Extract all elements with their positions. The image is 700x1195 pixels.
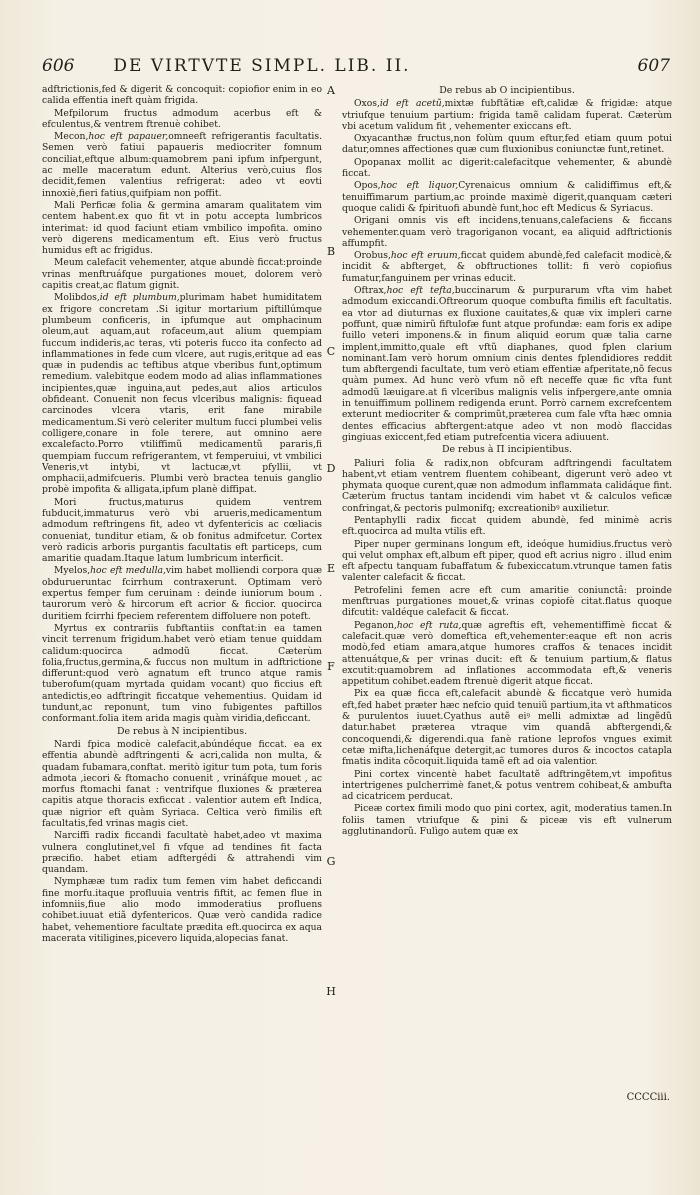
page-number-right: 607 — [637, 56, 670, 76]
paragraph — [42, 830, 322, 875]
paragraph-text: Origani omnis vis eft incidens,tenuans,calefaciens & ficcans vehementer.quam verò tragoriganon vocant, ea aliquid adftrictionis affumpfit. — [342, 215, 672, 249]
entry-gloss: hoc eft eruum, — [390, 250, 461, 262]
right-column — [342, 84, 672, 1084]
entry-gloss: hoc eft liquor, — [380, 180, 459, 192]
margin-letter: D — [326, 462, 336, 475]
paragraph — [342, 688, 672, 767]
running-title: DE VIRTVTE SIMPL. LIB. II. — [113, 56, 411, 76]
paragraph — [42, 739, 322, 829]
paragraph — [42, 257, 322, 291]
margin-letter: E — [326, 562, 336, 575]
paragraph-text: ficcat quidem abundè,fed calefacit modicè,& incidit & abfterget, & obftructiones tollit: fi verò copiofius fumatur,fanguinem per vrinas educit. — [342, 250, 672, 284]
paragraph — [342, 98, 672, 132]
section-heading: De rebus à N incipientibus. — [116, 725, 248, 737]
paragraph — [342, 803, 672, 837]
margin-letter: F — [327, 660, 335, 673]
entry-lead: Molibdos, — [54, 292, 100, 304]
paragraph-text: Narciffi radix ficcandi facultatè habet,adeo vt maxima vulnera conglutinet,vel fi vfque ad tendines fit facta præcifio. habet etiam adftergédi & attrahendi vim quandam. — [42, 830, 322, 876]
entry-lead: Myelos, — [54, 565, 91, 577]
section-heading: De rebus à Π incipientibus. — [441, 444, 573, 456]
signature-mark: CCCCiii. — [626, 1092, 670, 1103]
entry-gloss: hoc eft papauer, — [88, 131, 169, 143]
left-column — [42, 84, 322, 1084]
paragraph-text: Nardi fpica modicè calefacit,abúndéque ficcat. ea ex effentia abundè adftringenti & acri,calida non multa, & quadam fubamara,conftat. meritò igitur tum pota, tum foris admota ,iecori & ftomacho conuenit , vrináfque mouet , ac morfus ftomachi fanat : ventrifque fluxiones & præterea capitis atque thoracis exficcat . valentior autem eft Indica, quæ nigrior eft quàm Syriaca. Celtica verò fimilis eft facultatis,fed vrinas magis ciet. — [42, 738, 322, 829]
paragraph — [342, 133, 672, 156]
paragraph — [342, 250, 672, 284]
paragraph — [42, 876, 322, 944]
margin-letter: B — [326, 245, 336, 258]
paragraph-text: adftrictionis,fed & digerit & concoquit: copiofior enim in eo calida effentia ineft quàm frigida. — [42, 84, 322, 107]
paragraph-text: mixtæ fubftãtiæ eft,calidæ & frigidæ: atque vtriufque tenuium partium: frigida tamẽ calidam fuperat. Cæterùm vbi acetum validum fit , vehementer exiccans eft. — [342, 98, 672, 132]
paragraph-text: Pix ea quæ ficca eft,calefacit abundè & ficcatque verò humida eft,fed habet præter hæc nefcio quid tenuiũ partium,ita vt afthmaticos & purulentos iuuet.Cyathus autẽ eiꝰ melli admixtæ ad lingẽdũ datur.habet præterea vtraque vim quandã abftergendi,& concoquendi,& digerendi.qua fanè ratione leprofos vngues eximit cetæ mifta,lichenáfque detergit,ac tumores duros & incoctos catapla fmatis indita cõcoquit.liquida tamẽ eft ad oia valentior. — [342, 688, 672, 768]
entry-gloss: id eft acetũ, — [379, 98, 445, 110]
margin-letter: G — [326, 855, 336, 868]
paragraph-text: vim habet molliendi corpora quæ obdurueruntac fcirrhum contraxerunt. Optimam verò expertus femper fum ceruinam : deinde iuniorum boum . taurorum verò & hircorum eft acrior & ficcior. quocirca duritiem fcirrhi fpeciem referentem diffoluere non poteft. — [42, 565, 322, 622]
running-head — [42, 56, 670, 80]
entry-lead: Peganon, — [354, 619, 397, 631]
section-heading: De rebus ab O incipientibus. — [439, 85, 575, 96]
entry-lead: Orobus, — [354, 250, 391, 262]
paragraph-text: Piper nuper germinans longum eft, ideóque humidius.fructus verò qui velut omphax eft,album eft piper, quod eft acrius nigro . illud enim eft afpectu tanquam fubaffatum & fubexiccatum.vtrunque tamen fatis valenter calefacit & ficcat. — [342, 538, 672, 584]
paragraph — [342, 458, 672, 514]
entry-gloss: hoc eft medulla, — [90, 565, 166, 577]
paragraph-text: omneeft refrigerantis facultatis. Semen verò fatiui papaueris mediocriter fomnum conciliat,eftque album:quamobrem pani ipfum infpergunt, ac melle maceratum edunt. Alterius verò,cuius flos decidit,femen valentius refrigerat: adeo vt eovti innoxiè,fieri fatius,quifpiam non poffit. — [42, 131, 322, 199]
paragraph-text: Petrofelini femen acre eft cum amaritie coniunctâ: proinde menftruas purgationes mouet,& vrinas copiofè citat.flatus quoque difcutit: valdéque calefacit & ficcat. — [342, 584, 672, 619]
margin-letter: C — [326, 345, 336, 358]
paragraph — [342, 539, 672, 584]
paragraph-text: Mefpilorum fructus admodum acerbus eft & efculentus,& ventrem ftrenuè cohibet. — [42, 107, 322, 130]
paragraph — [42, 131, 322, 199]
page-number-left: 606 — [42, 56, 75, 76]
entry-gloss: id eft plumbum, — [99, 292, 180, 304]
paragraph — [342, 585, 672, 619]
paragraph — [342, 769, 672, 803]
paragraph-text: quæ agreftis eft, vehementiffimè ficcat & calefacit.quæ verò domeftica eft,vehementer:eaque eft non acris modò,fed etiam amara,atque humores craffos & tenaces incidit attenuátque,& per vrinas ducit: eft & tenuium partium,& flatus excutit:quamobrem ad inflationes accommodata eft,& veneris appetitum cohibet.eadem ftrenuè digerit atque ficcat. — [342, 619, 672, 688]
entry-lead: Oxos, — [354, 98, 380, 110]
margin-letter: H — [326, 985, 336, 998]
paragraph — [342, 157, 672, 180]
paragraph — [42, 565, 322, 621]
paragraph-text: Nymphææ tum radix tum femen vim habet deficcandi fine morfu.itaque profluuia ventris fiftit, ac femen flue in infomniis,fiue alio modo immoderatius profluens cohibet.iuuat etiã dyfentericos. Quæ verò candida radice habet, vehementiore facultate prædita eft.quocirca ex aqua macerata vitiligines,picevero liquida,alopecias fanat. — [42, 876, 322, 944]
paragraph — [42, 84, 322, 107]
paragraph — [42, 108, 322, 131]
paragraph — [342, 515, 672, 538]
paragraph — [42, 623, 322, 725]
paragraph — [42, 200, 322, 256]
entry-lead: Oftrax, — [354, 285, 387, 297]
paragraph-text: plurimam habet humiditatem ex frigore concretam .Si igitur mortarium piftillúmque plumbeum conficeris, in ipfumque aut omphacinum oleum,aut aquam,aut rofaceum,aut alium quempiam fuccum indideris,ac teras, vti poteris fucco ita confecto ad inflammationes in fede cum vlcere, aut rugis,eritque ad eas quæ in pudendis ac teftibus atque vberibus funt,optimum remedium. valebitque eodem modo ad alias inflammationes incipientes,quæ inguina,aut pedes,aut alios articulos obfideant. Conuenit non fecus vlceribus malignis: fiquead carcinodes vlcera vtaris, erit fane mirabile medicamentum.Si verò celeriter multum fucci plumbei velis colligere,conare in fole terere, aut omnino aere excalefacto.Porro vtiliffimũ medicamentũ pararis,fi quempiam fuccum refrigerantem, vt femperuiui, vt vmbilici Veneris,vt intybi, vt lactucæ,vt pfyllii, vt omphacii,admifcueris. Plumbi verò bractea tenuis ganglio probè impofita & alligata,ipfum planè diffipat. — [42, 292, 322, 496]
paragraph-text: buccinarum & purpurarum vfta vim habet admodum exiccandi.Oftreorum quoque combufta fimilis eft facultatis. ea vtor ad diuturnas ex fluxione cauitates,& quæ vix impleri carne poffunt, quæ nimirũ fiftulofæ funt atque profundæ: eam foris ex adipe fuillo veteri imponens.& in finum aliquid eorum quæ talia carne implent,immitto,quale eft vftũ diaphanes, quod fplen clarium nominant.Iam verò horum omnium cinis dentes fplendidiores reddit tum abftergendi facultate, tum verò etiam effentiæ afperitate,nõ fecus quàm pumex. Ad hunc verò vfum nõ eft neceffe quæ fic vfta funt admodũ læuigare.at fi vlceribus malignis velis infpergere,ante omnia in tenuiffimum pollinem redigenda erunt. Porrò carnem excrefcentem exterunt mediocriter & comprimũt,præterea cum fale vfta hæc omnia dentes efficacius abftergent:atque adeo vt non modò flaccidas gingiuas exiccent,fed etiam putrefcentia vicera adiuuent. — [342, 285, 672, 443]
entry-lead: Opos, — [354, 180, 381, 192]
paragraph-text: Pini cortex vincentè habet facultatẽ adftringẽtem,vt impofitus intertrigenes pulcherrimè fanet,& potus ventrem cohibeat,& ambufta ad cicatricem perducat. — [342, 768, 672, 803]
paragraph — [342, 215, 672, 249]
paragraph-text: Paliuri folia & radix,non obfcuram adftringendi facultatem habent,vt etiam ventrem fluentem cohibeant, digerunt verò adeo vt phymata quoque curent,quæ non admodum inflammata calidáque fint. Cæterùm fructus tantam incidendi vim habet vt & calculos veficæ confringat,& pectoris pulmonifq; excreationibꝰ auxilietur. — [342, 457, 672, 514]
margin-letter: A — [327, 84, 335, 97]
paragraph-text: Mori fructus,maturus quidem ventrem fubducit,immaturus verò vbi arueris,medicamentum admodum reftringens fit, adeo vt dyfentericis ac cœliacis conueniat, tunditur etiam, & ob fonitus admifcetur. Cortex verò radicis arboris purgantis facultatis eft particeps, cum amaritie quadam.Itaque latum lumbricum interficit. — [42, 496, 322, 565]
paragraph — [342, 620, 672, 688]
paragraph — [342, 180, 672, 214]
paragraph — [42, 292, 322, 495]
paragraph-text: Meum calefacit vehementer, atque abundè ficcat:proinde vrinas menftruáfque purgationes mouet, dolorem verò capitis creat,ac flatum gignit. — [42, 257, 322, 292]
paragraph-text: Mali Perficæ folia & germina amaram qualitatem vim centem habent.ex quo fit vt in potu accepta lumbricos interimat: id quod faciunt etiam vmbilico impofita. omino verò digerens medicamentum eft. Eius verò fructus humidus eft ac frigidus. — [42, 199, 322, 257]
entry-gloss: hoc eft ruta, — [396, 619, 462, 631]
paragraph — [342, 285, 672, 443]
paragraph — [42, 497, 322, 565]
entry-lead: Mecon, — [54, 131, 89, 143]
paragraph-text: Myrtus ex contrariis fubftantiis conftat:in ea tamen vincit terrenum frigidum.habet verò etiam tenue quiddam calidum:quocirca admodũ ficcat. Cæterùm folia,fructus,germina,& fuccus non multum in adftrictione differunt:quod verò agnatum eft trunco atque ramis tuberofum(quam myrtada quidam vocant) quo ficcius eft antedictis,eo adftringit ficcatque vehementius. Quidam id tundunt,ac reponunt, tum vino fubigentes paftillos conformant.folia item arida magis quàm viridia,deficcant. — [42, 622, 322, 725]
paragraph-text: Piceæ cortex fimili modo quo pini cortex, agit, moderatius tamen.In foliis tamen vtriufque & pini & piceæ vis eft vulnerum agglutinandorũ. Fulìgo autem quæ ex — [342, 803, 672, 837]
entry-gloss: hoc eft tefta, — [386, 285, 455, 297]
paragraph-text: Pentaphylli radix ficcat quidem abundè, fed minimè acris eft.quocirca ad multa vtilis eft. — [342, 514, 672, 538]
paragraph-text: Opopanax mollit ac digerit:calefacitque vehementer, & abundè ficcat. — [342, 156, 672, 180]
paragraph-text: Oxyacanthæ fructus,non folùm quum eftur,fed etiam quum potui datur,omnes affectiones quæ cum fluxionibus coniunctæ funt,retinet. — [342, 133, 672, 156]
paragraph-text: Cyrenaicus omnium & calidiffimus eft,& tenuiffimarum partium,ac proinde maximè digerit,quanquam cæteri quoque calidi & fpirituofi abundè funt,hoc eft Medicus & Syriacus. — [342, 180, 672, 214]
